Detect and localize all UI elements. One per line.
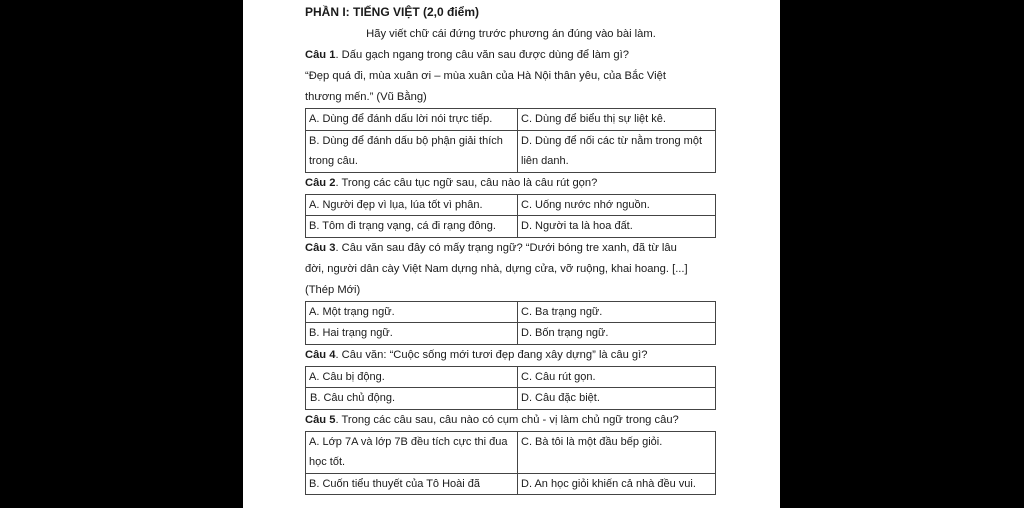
question-4 <box>305 345 717 366</box>
options-table-1 <box>305 108 716 173</box>
option-a: A. Một trạng ngữ. <box>306 301 518 323</box>
question-text: . Câu văn: “Cuộc sống mới tươi đẹp đang xây dựng” là câu gì? <box>335 348 648 361</box>
question-text: . Câu văn sau đây có mấy trạng ngữ? “Dưới bóng tre xanh, đã từ lâu <box>335 241 677 254</box>
options-table-4 <box>305 366 716 410</box>
question-text: . Dấu gạch ngang trong câu văn sau được dùng để làm gì? <box>335 49 629 61</box>
table-row <box>306 431 716 473</box>
options-table-5 <box>305 431 716 496</box>
option-d: D. An học giỏi khiến cả nhà đều vui. <box>518 473 716 495</box>
option-b: B. Hai trạng ngữ. <box>306 323 518 345</box>
document-page <box>243 0 780 508</box>
option-b: B. Tôm đi trạng vạng, cá đi rạng đông. <box>306 216 518 238</box>
option-d: D. Người ta là hoa đất. <box>518 216 716 238</box>
options-table-3 <box>305 301 716 345</box>
table-row <box>306 366 716 388</box>
option-d: D. Câu đặc biệt. <box>518 388 716 410</box>
question-label: Câu 2 <box>305 176 336 189</box>
option-a: A. Câu bị động. <box>306 366 518 388</box>
option-c: C. Câu rút gọn. <box>518 366 716 388</box>
instruction-text: Hãy viết chữ cái đứng trước phương án đúng vào bài làm. <box>366 28 656 40</box>
question-label: Câu 5 <box>305 413 336 426</box>
question-text: . Trong các câu tục ngữ sau, câu nào là câu rút gọn? <box>335 176 598 189</box>
option-b: B. Câu chủ động. <box>306 388 518 410</box>
table-row <box>306 388 716 410</box>
question-label: Câu 3 <box>305 241 336 254</box>
question-label: Câu 4 <box>305 348 336 361</box>
question-extra-line: “Đẹp quá đi, mùa xuân ơi – mùa xuân của Hà Nội thân yêu, của Bắc Việt <box>305 70 666 82</box>
option-d: D. Dùng để nối các từ nằm trong một liên danh. <box>518 130 716 172</box>
option-b: B. Dùng để đánh dấu bộ phận giải thích trong câu. <box>306 130 518 172</box>
table-row <box>306 194 716 216</box>
option-c: C. Bà tôi là một đầu bếp giỏi. <box>518 431 716 473</box>
table-row <box>306 109 716 131</box>
table-row <box>306 301 716 323</box>
option-c: C. Uống nước nhớ nguồn. <box>518 194 716 216</box>
question-label: Câu 1 <box>305 49 336 61</box>
question-text: . Trong các câu sau, câu nào có cụm chủ - vị làm chủ ngữ trong câu? <box>335 413 679 426</box>
document-content <box>305 0 717 495</box>
option-d: D. Bốn trạng ngữ. <box>518 323 716 345</box>
table-row <box>306 216 716 238</box>
option-a: A. Lớp 7A và lớp 7B đều tích cực thi đua học tốt. <box>306 431 518 473</box>
section-title: PHẦN I: TIẾNG VIỆT (2,0 điểm) <box>305 5 480 19</box>
options-table-2 <box>305 194 716 238</box>
option-c: C. Ba trạng ngữ. <box>518 301 716 323</box>
table-row <box>306 130 716 172</box>
table-row <box>306 323 716 345</box>
option-a: A. Dùng để đánh dấu lời nói trực tiếp. <box>306 109 518 131</box>
question-1 <box>305 45 717 66</box>
question-extra-line: đời, người dân cày Việt Nam dựng nhà, dựng cửa, vỡ ruộng, khai hoang. [...] <box>305 262 688 275</box>
question-3 <box>305 238 717 259</box>
question-2 <box>305 173 717 194</box>
option-a: A. Người đẹp vì lụa, lúa tốt vì phân. <box>306 194 518 216</box>
question-5 <box>305 410 717 431</box>
option-c: C. Dùng để biểu thị sự liệt kê. <box>518 109 716 131</box>
question-extra-line: (Thép Mới) <box>305 283 361 296</box>
option-b: B. Cuốn tiểu thuyết của Tô Hoài đã <box>306 473 518 495</box>
table-row <box>306 473 716 495</box>
question-extra-line: thương mến.” (Vũ Bằng) <box>305 91 427 103</box>
